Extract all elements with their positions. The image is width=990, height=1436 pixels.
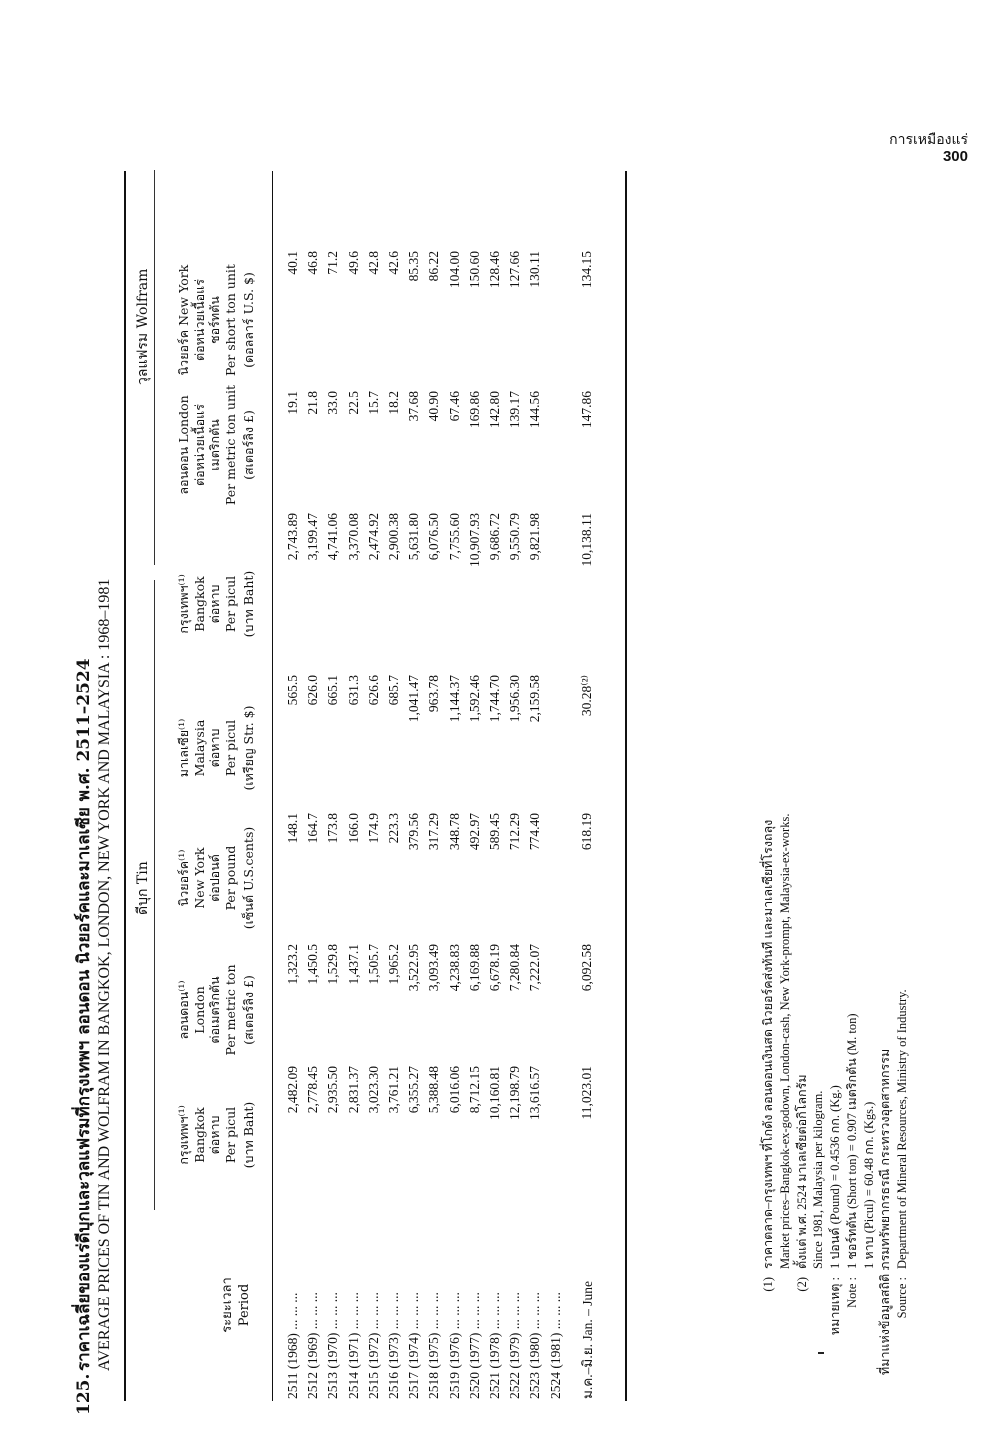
value-cell: 1,956.30 xyxy=(507,675,523,723)
value-cell: 348.78 xyxy=(446,813,462,851)
value-cell: 6,355.27 xyxy=(406,1066,422,1114)
remark-1 xyxy=(827,814,844,1375)
table-row xyxy=(303,251,323,1401)
table-row xyxy=(566,251,598,1401)
value-cell xyxy=(545,251,565,391)
footnote-2-english-text: Since 1981, Malaysia per kilogram. xyxy=(811,1090,826,1269)
column-header-6-en1: ต่อหน่วยเนื้อแร่ xyxy=(191,404,207,486)
rotated-table-page xyxy=(70,15,930,1415)
source-english-text: Department of Mineral Resources, Ministry of Industry. xyxy=(895,989,909,1269)
column-header-2-unit: (สเตอร์ลิง £) xyxy=(240,975,256,1045)
value-cell: 2,831.37 xyxy=(345,1066,361,1114)
footnote-2-marker: (2) xyxy=(794,1277,809,1292)
value-cell: 127.66 xyxy=(507,251,523,289)
value-cell: 169.86 xyxy=(466,391,482,429)
period-cell: 2515 (1972) ... ... ... xyxy=(365,1292,381,1399)
value-cell: 11,023.01 xyxy=(578,1066,594,1120)
period-cell: 2511 (1968) ... ... ... xyxy=(285,1292,301,1399)
value-cell: 2,474.92 xyxy=(365,513,381,561)
column-header-7-unit: (ดอลลาร์ U.S. $) xyxy=(240,272,256,368)
table-row xyxy=(525,251,545,1401)
value-cell xyxy=(545,813,565,944)
table-row xyxy=(545,251,565,1401)
value-cell: 18.2 xyxy=(386,391,402,415)
column-header-2-en2: Per metric ton xyxy=(222,964,238,1056)
value-cell: 164.7 xyxy=(305,813,321,844)
source-thai xyxy=(877,814,894,1375)
value-cell: 774.40 xyxy=(527,813,543,851)
value-cell: 1,041.47 xyxy=(406,675,422,723)
value-cell: 49.6 xyxy=(345,251,361,275)
value-cell: 6,169.88 xyxy=(466,944,482,992)
column-header-7-th2: ชอร์ทตัน xyxy=(207,296,223,344)
value-cell: 1,323.2 xyxy=(285,944,301,985)
table-title-thai: ราคาเฉลี่ยของแร่ดีบุกและวุลแฟรมที่กรุงเทพฯ ลอนดอน นิวยอร์คและมาเลเซีย พ.ศ. 2511–2524 xyxy=(74,658,94,1371)
value-cell: 15.7 xyxy=(365,391,381,415)
source-label-thai: ที่มาแห่งข้อมูลสถิติ : xyxy=(878,1267,893,1375)
column-header-3-th1: นิวยอร์ค⁽¹⁾ xyxy=(176,849,191,907)
period-cell: 2523 (1980) ... ... ... xyxy=(527,1292,543,1399)
value-cell xyxy=(545,944,565,1066)
value-cell: 1,965.2 xyxy=(386,944,402,985)
source-label-english: Source : xyxy=(895,1277,909,1319)
column-header-5-en1: Bangkok xyxy=(191,576,207,632)
value-cell: 71.2 xyxy=(325,251,341,275)
value-cell: 631.3 xyxy=(345,675,361,706)
footnote-2-thai xyxy=(794,814,811,1375)
column-header-5-th1: กรุงเทพฯ⁽¹⁾ xyxy=(176,574,191,634)
footnote-1-english xyxy=(777,814,794,1375)
value-cell: 9,686.72 xyxy=(486,513,502,561)
value-cell: 174.9 xyxy=(365,813,381,844)
column-header-1-unit: (บาท Baht) xyxy=(240,1101,256,1169)
value-cell: 8,712.15 xyxy=(466,1066,482,1114)
period-header xyxy=(220,1235,254,1375)
wolfram-group-label: วุลแฟรม Wolfram xyxy=(135,268,151,385)
tin-group-rule xyxy=(154,580,155,1210)
value-cell: 40.1 xyxy=(285,251,301,275)
column-header-4-th1: มาเลเซีย⁽¹⁾ xyxy=(176,718,191,778)
value-cell: 148.1 xyxy=(285,813,301,844)
value-cell: 7,222.07 xyxy=(527,944,543,992)
value-cell: 37.68 xyxy=(406,391,422,422)
value-cell: 33.0 xyxy=(325,391,341,415)
table-row xyxy=(364,251,384,1401)
table-row xyxy=(445,251,465,1401)
table-row xyxy=(323,251,343,1401)
value-cell: 6,678.19 xyxy=(486,944,502,992)
period-cell: 2518 (1975) ... ... ... xyxy=(426,1292,442,1399)
value-cell: 3,199.47 xyxy=(305,513,321,561)
column-header-6-th2: เมตริกตัน xyxy=(207,419,223,471)
value-cell: 10,138.11 xyxy=(578,513,594,567)
value-cell: 1,744.70 xyxy=(486,675,502,723)
section-title: การเหมืองแร่ xyxy=(889,132,968,148)
footnotes xyxy=(760,814,911,1375)
value-cell: 9,550.79 xyxy=(507,513,523,561)
table-row xyxy=(424,251,444,1401)
value-cell: 173.8 xyxy=(325,813,341,844)
period-cell: 2517 (1974) ... ... ... xyxy=(406,1292,422,1399)
value-cell: 67.46 xyxy=(446,391,462,422)
value-cell xyxy=(545,513,565,675)
value-cell: 19.1 xyxy=(285,391,301,415)
value-cell: 963.78 xyxy=(426,675,442,713)
table-row xyxy=(505,251,525,1401)
column-header-4-en2: Per picul xyxy=(222,719,238,777)
column-header-3 xyxy=(176,803,256,953)
value-cell: 13,616.57 xyxy=(527,1066,543,1120)
value-cell: 712.29 xyxy=(507,813,523,851)
value-cell: 2,482.09 xyxy=(285,1066,301,1114)
value-cell: 2,159.58 xyxy=(527,675,543,723)
value-cell: 626.0 xyxy=(305,675,321,706)
price-table xyxy=(283,251,598,1401)
remark-1-text: 1 ปอนด์ (Pound) = 0.4536 กก. (Kg.) xyxy=(828,1085,842,1269)
period-header-thai: ระยะเวลา xyxy=(220,1277,235,1333)
period-cell: 2522 (1979) ... ... ... xyxy=(507,1292,523,1399)
value-cell: 3,522.95 xyxy=(406,944,422,992)
period-cell: 2512 (1969) ... ... ... xyxy=(305,1292,321,1399)
value-cell: 142.80 xyxy=(486,391,502,429)
value-cell: 3,370.08 xyxy=(345,513,361,561)
column-header-2-th1: ลอนดอน⁽¹⁾ xyxy=(176,980,191,1040)
value-cell: 6,016.06 xyxy=(446,1066,462,1114)
value-cell: 2,935.50 xyxy=(325,1066,341,1114)
period-cell: 2524 (1981) ... ... ... xyxy=(547,1292,563,1399)
column-header-1-th1: กรุงเทพฯ⁽¹⁾ xyxy=(176,1105,191,1165)
value-cell: 685.7 xyxy=(386,675,402,706)
value-cell: 6,076.50 xyxy=(426,513,442,561)
value-cell: 3,023.30 xyxy=(365,1066,381,1114)
column-header-2-en1: London xyxy=(191,986,207,1034)
value-cell: 42.6 xyxy=(386,251,402,275)
period-cell: 2520 (1977) ... ... ... xyxy=(466,1292,482,1399)
remark-2 xyxy=(844,814,861,1375)
value-cell: 9,821.98 xyxy=(527,513,543,561)
table-row xyxy=(283,251,303,1401)
page-number: 300 xyxy=(942,148,968,166)
header-rule xyxy=(272,171,273,1401)
value-cell: 1,437.1 xyxy=(345,944,361,985)
column-header-4-en1: Malaysia xyxy=(191,719,207,777)
column-header-6-en2: Per metric ton unit xyxy=(222,384,238,506)
wolfram-group-rule xyxy=(154,170,155,565)
value-cell: 3,761.21 xyxy=(386,1066,402,1114)
value-cell: 1,592.46 xyxy=(466,675,482,723)
value-cell: 46.8 xyxy=(305,251,321,275)
value-cell: 10,160.81 xyxy=(486,1066,502,1120)
value-cell: 492.97 xyxy=(466,813,482,851)
remark-3-text: 1 หาบ (Picul) = 60.48 กก. (Kgs.) xyxy=(861,1101,876,1269)
column-header-3-unit: (เซ็นต์ U.S.cents) xyxy=(240,826,256,930)
value-cell: 379.56 xyxy=(406,813,422,851)
value-cell: 3,093.49 xyxy=(426,944,442,992)
value-cell: 5,388.48 xyxy=(426,1066,442,1114)
value-cell: 144.56 xyxy=(527,391,543,429)
value-cell xyxy=(545,675,565,813)
column-header-3-th2: ต่อปอนด์ xyxy=(207,854,223,902)
table-row xyxy=(404,251,424,1401)
value-cell: 5,631.80 xyxy=(406,513,422,561)
column-header-4-unit: (เหรียญ Str. $) xyxy=(240,705,256,791)
tin-group-label: ดีบุก Tin xyxy=(135,861,151,915)
column-header-2-th2: ต่อเมตริกตัน xyxy=(207,976,223,1044)
value-cell: 7,280.84 xyxy=(507,944,523,992)
value-cell: 130.11 xyxy=(527,251,543,288)
value-cell: 128.46 xyxy=(486,251,502,289)
value-cell: 223.3 xyxy=(386,813,402,844)
footnote-2-english xyxy=(810,814,827,1375)
value-cell: 7,755.60 xyxy=(446,513,462,561)
value-cell: 2,743.89 xyxy=(285,513,301,561)
period-cell: 2521 (1978) ... ... ... xyxy=(486,1292,502,1399)
value-cell: 166.0 xyxy=(345,813,361,844)
column-header-1-th2: ต่อหาบ xyxy=(207,1115,223,1155)
value-cell: 1,144.37 xyxy=(446,675,462,723)
table-number: 125. xyxy=(74,1373,94,1415)
table-row xyxy=(485,251,505,1401)
column-header-4-th2: ต่อหาบ xyxy=(207,728,223,768)
column-header-3-en2: Per pound xyxy=(222,845,238,911)
period-cell: 2513 (1970) ... ... ... xyxy=(325,1292,341,1399)
period-cell: 2519 (1976) ... ... ... xyxy=(446,1292,462,1399)
column-header-7-en2: Per short ton unit xyxy=(222,264,238,376)
value-cell: 150.60 xyxy=(466,251,482,289)
table-title xyxy=(70,15,97,1415)
value-cell: 2,778.45 xyxy=(305,1066,321,1114)
source-english xyxy=(894,814,911,1375)
value-cell: 147.86 xyxy=(578,391,594,429)
remark-label-thai: หมายเหตุ : xyxy=(828,1277,842,1336)
period-cell: ม.ค.–มิ.ย. Jan. – June xyxy=(579,1281,595,1399)
value-cell: 6,092.58 xyxy=(578,944,594,992)
footnote-1-thai-text: ราคาตลาด–กรุงเทพฯ ที่โกดัง ลอนดอนเงินสด นิวยอร์คส่งทันที และมาเลเซียที่โรงถลุง xyxy=(761,819,775,1269)
footnote-1-marker: (1) xyxy=(761,1277,775,1292)
value-cell: 4,741.06 xyxy=(325,513,341,561)
value-cell: 42.8 xyxy=(365,251,381,275)
remark-label-english: Note : xyxy=(844,1277,859,1308)
column-header-5-unit: (บาท Baht) xyxy=(240,570,256,638)
value-cell: 4,238.83 xyxy=(446,944,462,992)
column-header-2 xyxy=(176,935,256,1085)
column-header-3-en1: New York xyxy=(191,847,207,909)
value-cell: 104.00 xyxy=(446,251,462,289)
value-cell: 22.5 xyxy=(345,391,361,415)
value-cell: 30.28⁽²⁾ xyxy=(578,675,594,717)
price-table-body xyxy=(283,251,598,1401)
value-cell: 589.45 xyxy=(486,813,502,851)
column-header-5-th2: ต่อหาบ xyxy=(207,584,223,624)
footnote-1-thai xyxy=(760,814,777,1375)
column-header-7-th1: นิวยอร์ค New York xyxy=(176,264,191,376)
value-cell: 40.90 xyxy=(426,391,442,422)
value-cell: 86.22 xyxy=(426,251,442,282)
period-header-english: Period xyxy=(236,1283,252,1327)
table-title-english: AVERAGE PRICES OF TIN AND WOLFRAM IN BANGKOK, LONDON, NEW YORK AND MALAYSIA : 1968–1981 xyxy=(96,578,113,1371)
value-cell: 665.1 xyxy=(325,675,341,706)
source-thai-text: กรมทรัพยากรธรณี กระทรวงอุตสาหกรรม xyxy=(878,1048,893,1269)
column-header-1-en1: Bangkok xyxy=(191,1107,207,1163)
value-cell: 10,907.93 xyxy=(466,513,482,567)
column-header-7 xyxy=(176,245,256,395)
value-cell: 2,900.38 xyxy=(386,513,402,561)
column-header-4 xyxy=(176,673,256,823)
value-cell: 12,198.79 xyxy=(507,1066,523,1120)
column-header-5 xyxy=(176,529,256,679)
value-cell: 618.19 xyxy=(578,813,594,851)
value-cell xyxy=(545,1066,565,1203)
remark-2-text: 1 ชอร์ทตัน (Short ton) = 0.907 เมตริกตัน (M. ton) xyxy=(844,1013,859,1269)
column-header-1-en2: Per picul xyxy=(222,1106,238,1164)
value-cell: 134.15 xyxy=(578,251,594,289)
column-header-7-en1: ต่อหน่วยเนื้อแร่ xyxy=(191,279,207,361)
value-cell: 139.17 xyxy=(507,391,523,429)
value-cell: 85.35 xyxy=(406,251,422,282)
value-cell xyxy=(545,391,565,513)
table-row xyxy=(344,251,364,1401)
column-header-6-th1: ลอนดอน London xyxy=(176,395,191,495)
bottom-rule xyxy=(625,171,627,1401)
value-cell: 1,529.8 xyxy=(325,944,341,985)
value-cell: 317.29 xyxy=(426,813,442,851)
value-cell: 626.6 xyxy=(365,675,381,706)
footnote-1-english-text: Market prices–Bangkok-ex-godown, London-cash, New York-prompt, Malaysia-ex-works. xyxy=(777,813,792,1269)
period-cell: 2514 (1971) ... ... ... xyxy=(345,1292,361,1399)
column-header-5-en2: Per picul xyxy=(222,575,238,633)
table-row xyxy=(465,251,485,1401)
period-cell: 2516 (1973) ... ... ... xyxy=(386,1292,402,1399)
remark-3 xyxy=(861,814,878,1375)
value-cell: 1,450.5 xyxy=(305,944,321,985)
value-cell: 21.8 xyxy=(305,391,321,415)
value-cell: 1,505.7 xyxy=(365,944,381,985)
column-header-6-unit: (สเตอร์ลิง £) xyxy=(240,410,256,480)
value-cell: 565.5 xyxy=(285,675,301,706)
footnote-2-thai-text: ตั้งแต่ พ.ศ. 2524 มาเลเซียต่อกิโลกรัม xyxy=(794,1074,809,1269)
table-row xyxy=(384,251,404,1401)
top-rule xyxy=(124,171,126,1401)
